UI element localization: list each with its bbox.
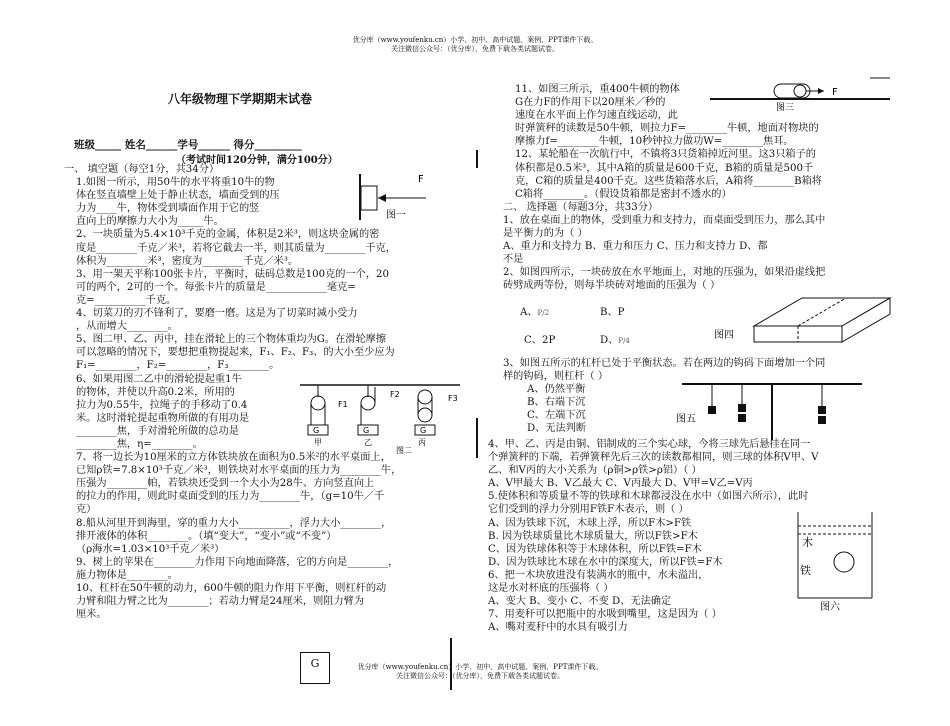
left-line: 的拉力的作用，则此时桌面受到的压力为________牛，（g=10牛／千 xyxy=(76,491,385,503)
figure-4 xyxy=(714,290,890,346)
right-line: 4、甲、乙、丙是由铜、铝制成的三个实心球，今将三球先后悬挂在同一 xyxy=(488,439,811,450)
left-line: ________焦，η=________。 xyxy=(76,438,203,450)
q2-option-d-frac: P/4 xyxy=(618,337,630,345)
right-line: 不是 xyxy=(503,254,524,266)
figure-3 xyxy=(760,78,890,113)
right-line: 体积都是0.5米³，其中A箱的质量是600千克，B箱的质量是500千 xyxy=(515,162,814,174)
right-line: 时弹簧秤的读数是50牛顿，则拉力F=________牛顿，地面对物块的 xyxy=(515,123,819,135)
left-line: 力为____牛，物体受到墙面作用于它的竖 xyxy=(76,203,260,215)
fig1-label: 图一 xyxy=(386,210,406,221)
right-line: 二、 选择题（每题3分，共33分） xyxy=(503,201,659,213)
left-line: 已知ρ铁=7.8×10³千克／米³，则铁块对水平桌面的压力为________牛， xyxy=(76,465,402,477)
left-line: 排开液体的体积________。（填“变大”，“变小”或“不变”） xyxy=(76,530,337,542)
left-line: 度是________千克／米³，若将它截去一半，则其质量为________千克， xyxy=(76,242,396,254)
header-watermark xyxy=(300,36,650,54)
header-line-2: 关注微信公众号：（优分库），免费下载各类试题试卷。 xyxy=(391,45,559,53)
fig2-force-label-1: F1 xyxy=(338,400,348,409)
figure-6 xyxy=(796,512,874,612)
right-line: A、重力和支持力 B、重力和压力 C、压力和支持力 D、都 xyxy=(503,241,768,253)
fig2-weight-label-b: G xyxy=(363,426,370,435)
left-line: 可以忽略的情况下，要想把重物提起来，F₁、F₂、F₃、的大小至少应为 xyxy=(76,347,395,359)
right-column xyxy=(503,83,943,293)
fig2-force-label-2: F2 xyxy=(390,390,400,399)
right-line: 它们受到的浮力分别用F铁F木表示，则（ ） xyxy=(488,504,689,516)
fig4-label: 图四 xyxy=(714,330,734,341)
fig6-wood-label: 木 xyxy=(802,536,813,549)
fig2-label: 图二 xyxy=(396,446,412,455)
footer-line-1: 优分库（www.youfenku.cn）小学、初中、高中试题、案例、PPT课件下载。 xyxy=(357,663,603,671)
figure-1 xyxy=(356,174,446,224)
left-line: 克=__________千克。 xyxy=(76,294,177,306)
exam-title: 八年级物理下学期期末试卷 xyxy=(168,92,313,106)
left-line: 体在竖直墙壁上处于静止状态，墙面受到的压 xyxy=(76,190,280,202)
left-line: 3、用一架天平称100张卡片，平衡时，砝码总数是100克的一个，20 xyxy=(76,268,390,280)
left-line: 直向上的摩擦力大小为_____牛。 xyxy=(76,216,224,228)
q3-option-a: A、仍然平衡 xyxy=(527,384,586,396)
right-line: 这是水对杯底的压强将（ ） xyxy=(488,583,614,595)
left-line: 9、树上的苹果在________力作用下向地面降落，它的方向是________， xyxy=(76,556,399,568)
left-line: 米。这时滑轮提起重物所做的有用功是 xyxy=(76,412,250,424)
left-line: F₁=________，F₂=________，F₃________。 xyxy=(76,360,280,372)
fig2-weight-label-c: G xyxy=(420,426,427,435)
left-line: 5、图二甲、乙、丙中，挂在滑轮上的三个物体重均为G。在滑轮摩擦 xyxy=(76,334,387,346)
left-line: 可的两个，2可的一个。每张卡片的质量是____________毫克= xyxy=(76,281,356,293)
left-line: 10、杠杆在50牛顿的动力，600牛顿的阻力作用下平衡，则杠杆的动 xyxy=(76,583,387,594)
right-line: D、因为铁球比木球在水中的深度大，所以F铁=F木 xyxy=(488,556,723,568)
right-line: 11、如图三所示，重400牛顿的物体 xyxy=(515,84,680,95)
right-line: 1、放在桌面上的物体，受到重力和支持力，而桌面受到压力，那么其中 xyxy=(503,214,826,226)
fig2-force-label-3: F3 xyxy=(448,394,458,403)
right-line: 样的钩码，则杠杆（ ） xyxy=(503,371,609,383)
left-line: 厘米。 xyxy=(76,609,107,621)
fig3-force-label: F xyxy=(832,87,838,98)
fig1-force-label: F xyxy=(418,174,424,185)
fig2-weight-label-a: G xyxy=(313,426,320,435)
exam-info: 班级_____ 姓名______学号______ 得分_________ xyxy=(74,139,302,151)
fig6-label: 图六 xyxy=(820,602,840,613)
q2-option-a-label: A、 xyxy=(520,307,538,318)
column-divider-mid xyxy=(476,418,478,458)
q2-option-c: C、2P xyxy=(524,335,556,346)
left-line: 力臂和阻力臂之比为________；若动力臂是24厘米，则阻力臂为 xyxy=(76,596,365,608)
left-line: 4、切菜刀的刃不锋利了，要磨一磨。这是为了切菜时减小受力 xyxy=(76,308,358,320)
right-line: A、变大 B、变小 C、不变 D、无法确定 xyxy=(488,596,672,608)
right-line: A、因为铁球下沉，木球上浮，所以F木>F铁 xyxy=(488,517,692,529)
fig5-label: 图五 xyxy=(676,414,696,425)
q2-option-d-label: D、 xyxy=(600,335,619,346)
right-line: 2、如图四所示，一块砖放在水平地面上，对地的压强为，如果沿虚线把 xyxy=(503,267,826,279)
right-line: 是平衡力的为（ ） xyxy=(503,228,588,240)
right-line: C箱将________。（假设货箱都是密封不透水的） xyxy=(515,188,732,200)
right-line: 5.使体积和等质量不等的铁球和木球都浸没在水中（如图六所示），此时 xyxy=(488,491,809,503)
right-line: C、因为铁球体积等于木球体积，所以F铁=F木 xyxy=(488,543,702,555)
right-line: B. 因为铁球质量比木球质量大，所以F铁>F木 xyxy=(488,530,698,542)
footer-box-label: G xyxy=(310,657,320,670)
left-line: 6、如果用图二乙中的滑轮提起重1牛 xyxy=(76,373,242,385)
left-line: 克） xyxy=(76,504,97,516)
fig2-caption-yi: 乙 xyxy=(364,438,372,447)
exam-time: （考试时间120分钟，满分100分） xyxy=(176,155,338,166)
left-line: 一、 填空题（每空1分，共34分） xyxy=(64,164,220,175)
left-line: 压强为________帕，若铁块还受到一个大小为28牛、方向竖直向上 xyxy=(76,478,375,490)
left-line: 施力物体是________。 xyxy=(76,569,178,581)
fig3-label: 图三 xyxy=(776,103,795,113)
header-line-1: 优分库（www.youfenku.cn）小学、初中、高中试题、案例、PPT课件下载。 xyxy=(352,36,598,44)
left-line: 体积为________米³，密度为________千克／米³。 xyxy=(76,255,299,267)
q2-option-a-frac: P/2 xyxy=(537,309,550,317)
right-line: 个弹簧秤的下端，若弹簧秤先后三次的读数都相同，则三球的体积V甲、V xyxy=(488,452,819,464)
right-line: 摩擦力f=________牛顿，10秒钟拉力做功W=________焦耳。 xyxy=(515,136,794,148)
q2-option-d xyxy=(600,334,630,348)
figure-2 xyxy=(300,385,470,453)
q3-option-d: D、无法判断 xyxy=(527,423,587,435)
q2-option-a xyxy=(520,306,549,320)
left-line: ，从而增大________。 xyxy=(76,321,178,333)
right-line: 6、把一木块放进没有装满水的瓶中，水未溢出， xyxy=(488,569,709,581)
left-line: 的物体，并使以升高0.2米，所用的 xyxy=(76,386,235,398)
footer-watermark xyxy=(320,663,640,681)
column-divider-top xyxy=(476,150,478,168)
fig6-iron-label: 铁 xyxy=(800,564,811,577)
q2-option-b: B、P xyxy=(600,307,625,318)
right-line: G在力F的作用下以20厘米／秒的 xyxy=(515,97,666,109)
right-line: A、嘴对麦秆中的水具有吸引力 xyxy=(488,622,628,634)
left-line: 拉力为0.55牛，拉绳子的手移动了0.4 xyxy=(76,399,248,411)
q3-option-c: C、左端下沉 xyxy=(527,410,586,422)
left-line: 2、一块质量为5.4×10³千克的金属，体积是2米³，则这块金属的密 xyxy=(76,229,380,241)
left-line: （ρ海水=1.03×10³千克／米³） xyxy=(76,543,225,555)
right-line: A、V甲最大 B、V乙最大 C、V丙最大 D、V甲=V乙=V丙 xyxy=(488,478,753,490)
footer-line-2: 关注微信公众号：（优分库），免费下载各类试题试卷。 xyxy=(396,672,564,680)
right-line: 7、用麦秆可以把瓶中的水吸到嘴里，这是因为（ ） xyxy=(488,609,722,621)
left-line: 7、将一边长为10厘米的立方体铁块放在面积为0.5米²的水平桌面上， xyxy=(76,452,391,464)
left-line: 8.船从河里开到海里，穿的重力大小__________，浮力大小________， xyxy=(76,517,392,529)
left-line: ________焦，手对滑轮所做的总功是 xyxy=(76,425,239,437)
right-line: 砖劈成两等份，则每半块砖对地面的压强为（ ） xyxy=(503,280,721,292)
figure-5 xyxy=(672,378,872,442)
q3-option-b: B、右端下沉 xyxy=(527,397,586,409)
fig2-caption-jia: 甲 xyxy=(314,438,322,447)
right-line: 速度在水平面上作匀速直线运动，此 xyxy=(515,110,678,122)
fig2-caption-bing: 丙 xyxy=(418,438,426,447)
left-line: 1.如图一所示，用50牛的水平将重10牛的物 xyxy=(76,177,275,189)
right-line: 乙、和V丙的大小关系为（ρ铜>ρ铁>ρ铝）（ ） xyxy=(488,465,702,477)
right-line: 3、如图五所示的杠杆已处于平衡状态。若在两边的钩码下面增加一个同 xyxy=(503,358,826,369)
right-line: 12、某轮船在一次航行中，不镇将3只货箱掉近河里。这3只箱子的 xyxy=(515,149,816,161)
right-line: 克，C箱的质量是400千克。这些货箱落水后，A箱将________B箱将 xyxy=(515,175,822,187)
